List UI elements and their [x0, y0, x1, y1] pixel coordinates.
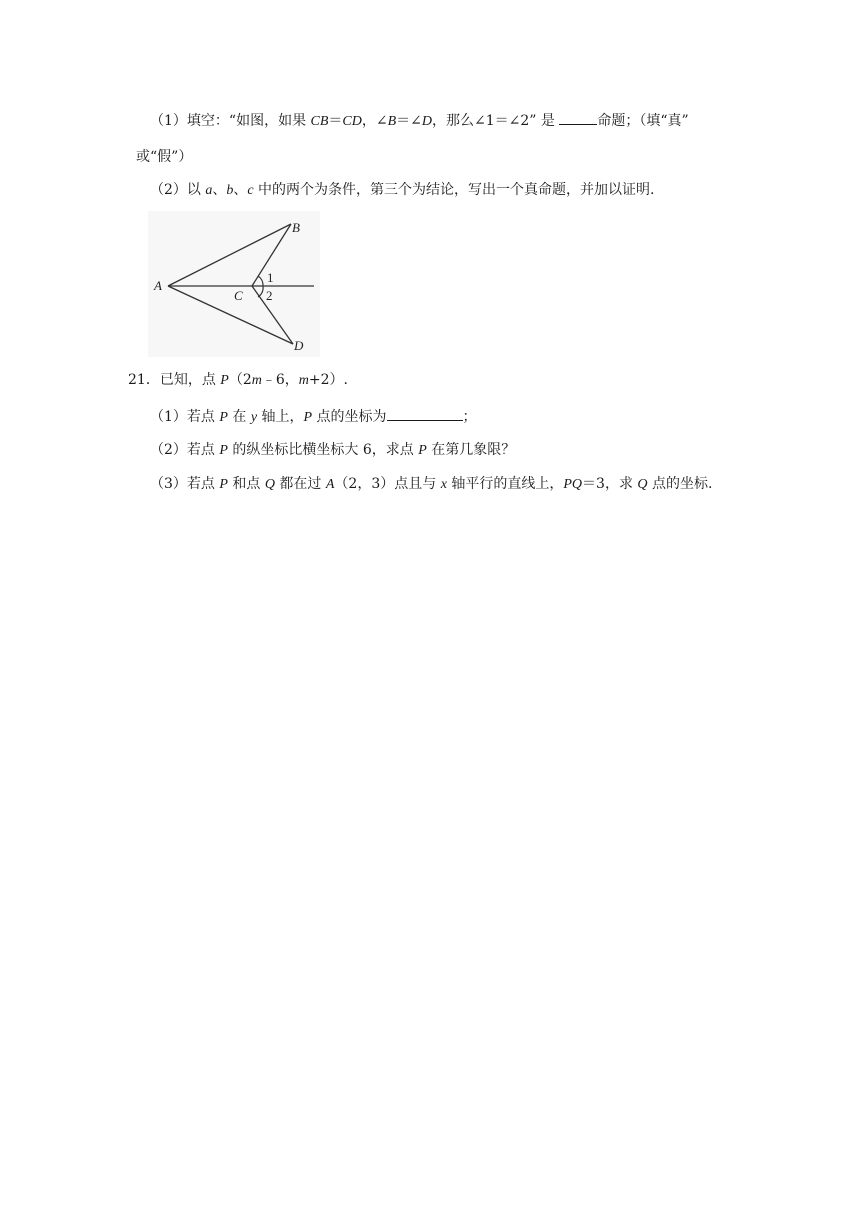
angle-1-arc — [258, 276, 263, 286]
q20-part2 — [150, 180, 654, 201]
q21-part3-p: P — [219, 477, 228, 492]
q20-cd: CD — [342, 114, 362, 129]
geometry-figure — [148, 211, 320, 357]
q21-part1-y: y — [250, 410, 258, 425]
q21-part1-p2: P — [303, 410, 313, 425]
q20-var-b: b — [226, 183, 234, 198]
q21-stem-mid1: （2 — [228, 372, 252, 388]
q20-sep1: ，∠ — [361, 113, 388, 129]
q21-part3-A: A — [325, 477, 335, 492]
q21-part1-b: 在 — [227, 409, 251, 425]
q21-part3-a: （3）若点 — [150, 476, 220, 492]
label-a: A — [154, 278, 162, 293]
segment-ad — [168, 286, 293, 344]
q20-part1-line2: 或“假”） — [136, 149, 193, 165]
label-c: C — [234, 288, 243, 303]
q20-part1-prefix: （1）填空：“如图，如果 — [150, 113, 311, 129]
q21-stem-suffix: +2）. — [308, 372, 349, 388]
q21-stem-prefix: 21．已知，点 — [128, 372, 221, 388]
q20-comma1: 、 — [212, 182, 227, 198]
q21-part1 — [150, 406, 477, 428]
label-d: D — [294, 338, 304, 353]
q21-part2-p: P — [219, 443, 228, 458]
q21-part1-c: 轴上， — [257, 409, 304, 425]
q20-eq1: ＝ — [328, 113, 343, 129]
q21-part2-b: 的纵坐标比横坐标大 6，求点 — [227, 442, 419, 458]
segment-cd — [252, 286, 293, 344]
q21-part2 — [150, 440, 515, 461]
q20-d: D — [421, 114, 433, 129]
q21-part1-d: 点的坐标为 — [312, 409, 387, 425]
q21-part2-a: （2）若点 — [150, 442, 220, 458]
label-angle-2: 2 — [266, 288, 273, 303]
label-angle-1: 1 — [267, 270, 274, 285]
q21-part3-q2: Q — [637, 477, 648, 492]
q20-b: B — [387, 114, 397, 129]
q20-var-c: c — [247, 183, 254, 198]
q21-part3-pq: PQ — [563, 477, 583, 492]
q21-stem-mid2: ﹣6， — [261, 372, 299, 388]
q20-part2-prefix: （2）以 — [150, 182, 206, 198]
q21-part3-q: Q — [264, 477, 275, 492]
q21-part1-p: P — [219, 410, 228, 425]
q20-answer-blank[interactable] — [559, 110, 597, 125]
q20-eq2: ＝∠ — [396, 113, 422, 129]
q21-part3-b: 和点 — [227, 476, 265, 492]
q20-mid: ，那么∠1＝∠2” 是 — [432, 113, 560, 129]
q21-answer-blank[interactable] — [387, 406, 463, 421]
q21-m1: m — [251, 373, 262, 388]
q20-part2-suffix: 中的两个为条件，第三个为结论，写出一个真命题，并加以证明. — [253, 182, 655, 198]
q21-p: P — [220, 373, 229, 388]
q21-m2: m — [298, 373, 309, 388]
q21-part3-g: 点的坐标. — [647, 476, 713, 492]
label-b: B — [292, 220, 300, 235]
q21-part3-d: （2，3）点且与 — [334, 476, 441, 492]
q20-part1-suffix: 命题；（填“真” — [597, 113, 689, 129]
q21-stem — [128, 370, 348, 391]
q21-part2-c: 在第几象限？ — [426, 442, 516, 458]
q20-var-a: a — [205, 183, 213, 198]
q21-part1-e: ； — [462, 409, 477, 425]
q21-part2-p2: P — [418, 443, 427, 458]
q21-part3-f: ＝3，求 — [582, 476, 638, 492]
q21-part3-e: 轴平行的直线上， — [446, 476, 564, 492]
q20-part1-line1 — [150, 110, 689, 132]
q21-part1-a: （1）若点 — [150, 409, 220, 425]
geometry-svg — [148, 211, 320, 357]
q20-comma2: 、 — [233, 182, 248, 198]
q21-part3-c: 都在过 — [274, 476, 326, 492]
q21-part3 — [150, 474, 712, 495]
q20-cb: CB — [310, 114, 329, 129]
q21-part3-x: x — [440, 477, 447, 492]
